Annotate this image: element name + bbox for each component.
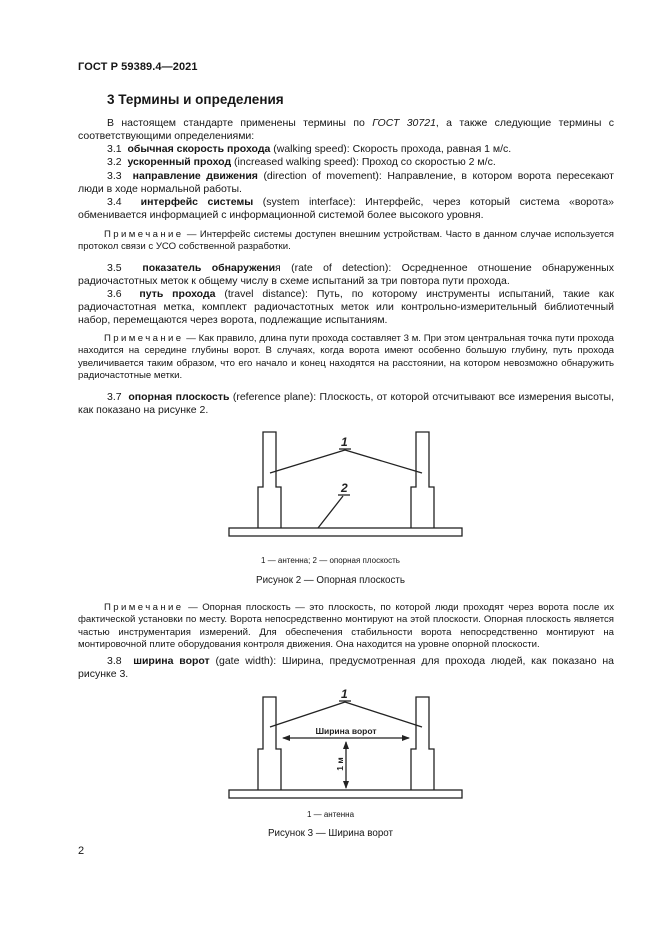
term-name: ускоренный проход [127, 156, 232, 168]
term-definition: Плоскость, от которой отсчитывают все измерения высоты, как показано на рисунке 2. [78, 391, 615, 417]
term-name: обычная скорость прохода [127, 143, 271, 155]
floor-plate [229, 790, 462, 798]
note-text: — Опорная плоскость — это плоскость, по которой люди проходят через ворота после их фактической установки по месту. Ворота непосредственно монтируют на этой плоскости. Опорная плоскость является частью инструментария измерений. Для обеспечения стабильности ворота непосредственно монтируют на монтировочной плите оборудования контроля движения. Она находится на уровне опорной плоскости. [78, 602, 614, 651]
term-name: опорная плоскость [128, 391, 230, 403]
figure-3-caption: Рисунок 3 — Ширина ворот [267, 828, 394, 839]
left-antenna-lead [270, 702, 345, 727]
figure-2-legend: 1 — антенна; 2 — опорная плоскость [261, 556, 400, 565]
term-definition: Интерфейс, через который система «ворота» обменивается информацией с информационной системой более высокого уровня. [78, 196, 614, 222]
left-gate-post [258, 697, 281, 790]
figure-3-legend: 1 — антенна [306, 810, 355, 819]
intro-text-b: , а также следующие термины с соответствующими определениями: [78, 117, 614, 143]
section-title: 3 Термины и определения [107, 92, 284, 107]
term-name: путь прохода [139, 288, 216, 300]
term-name: ширина ворот [133, 655, 210, 667]
right-antenna-lead [345, 702, 422, 727]
note-label: Примечание [104, 333, 184, 344]
term-definition: Путь, по которому инструменты испытаний, такие как радиочастотная метка, комплект радиочастотных меток или контрольно-измерительный библиотечный набор, перемещаются через ворота, подлежащие испытаниям. [78, 288, 614, 327]
term-number: 3.7 [107, 391, 122, 403]
term-english: (walking speed): [270, 143, 350, 155]
term-name: показатель обнаружени [142, 262, 276, 274]
term-definition: Осредненное отношение обнаруженных радиочастотных меток к общему числу в схеме испытаний за три повтора пути прохода. [78, 262, 614, 288]
term-english: (rate of detection): [280, 262, 392, 274]
term-name: направление движения [132, 170, 258, 182]
height-label: 1 м [335, 757, 345, 771]
term-english: (system interface): [253, 196, 356, 208]
term-number: 3.2 [107, 156, 122, 168]
intro-text-a: В настоящем стандарте применены термины по [107, 117, 373, 129]
document-header: ГОСТ Р 59389.4—2021 [78, 61, 198, 73]
term-definition: Направление, в котором ворота пересекают люди в ходе нормальной работы. [78, 170, 614, 196]
term-name: интерфейс системы [140, 196, 254, 208]
arrow-right [402, 735, 410, 741]
term-english: (direction of movement): [257, 170, 382, 182]
term-number: 3.6 [107, 288, 122, 300]
note-text: — Интерфейс системы доступен внешним устройствам. Часто в данном случае используется протокол связи с УСО собственной разработки. [78, 229, 614, 253]
gate-width-label: Ширина ворот [315, 726, 377, 736]
term-definition: Скорость прохода, равная 1 м/с. [349, 143, 512, 155]
term-english: (gate width): [209, 655, 277, 667]
right-gate-post [411, 697, 434, 790]
intro-ref: ГОСТ 30721 [372, 117, 436, 129]
note-label: Примечание [104, 229, 184, 240]
figure-2-label-1: 1 [341, 435, 348, 449]
figure-3-label-1: 1 [341, 687, 348, 701]
page-number: 2 [78, 845, 85, 857]
figure-2-caption: Рисунок 2 — Опорная плоскость [256, 575, 405, 586]
term-english: (reference plane): [229, 391, 317, 403]
arrow-bottom [343, 781, 349, 789]
term-english: (increased walking speed): [231, 156, 359, 168]
term-name-tail: я [275, 262, 281, 274]
term-number: 3.8 [107, 655, 122, 667]
term-number: 3.1 [107, 143, 122, 155]
term-number: 3.5 [107, 262, 122, 274]
arrow-top [343, 741, 349, 749]
term-definition: Ширина, предусмотренная для прохода людей, как показано на рисунке 3. [78, 655, 614, 681]
note-label: Примечание [104, 602, 184, 613]
note-text: — Как правило, длина пути прохода составляет 3 м. При этом центральная точка пути прохода находится на середине глубины ворот. В случаях, когда ворота имеют особенно большую глубину, путь прохода увеличивается таким образом, что его начало и конец находятся на расстоянии, на котором невозможно обнаружить радиочастотные метки. [78, 333, 614, 382]
term-definition: Проход со скоростью 2 м/с. [358, 156, 496, 168]
term-number: 3.4 [107, 196, 122, 208]
term-number: 3.3 [107, 170, 122, 182]
arrow-left [282, 735, 290, 741]
term-english: (travel distance): [215, 288, 308, 300]
figure-2-label-2: 2 [341, 481, 348, 495]
